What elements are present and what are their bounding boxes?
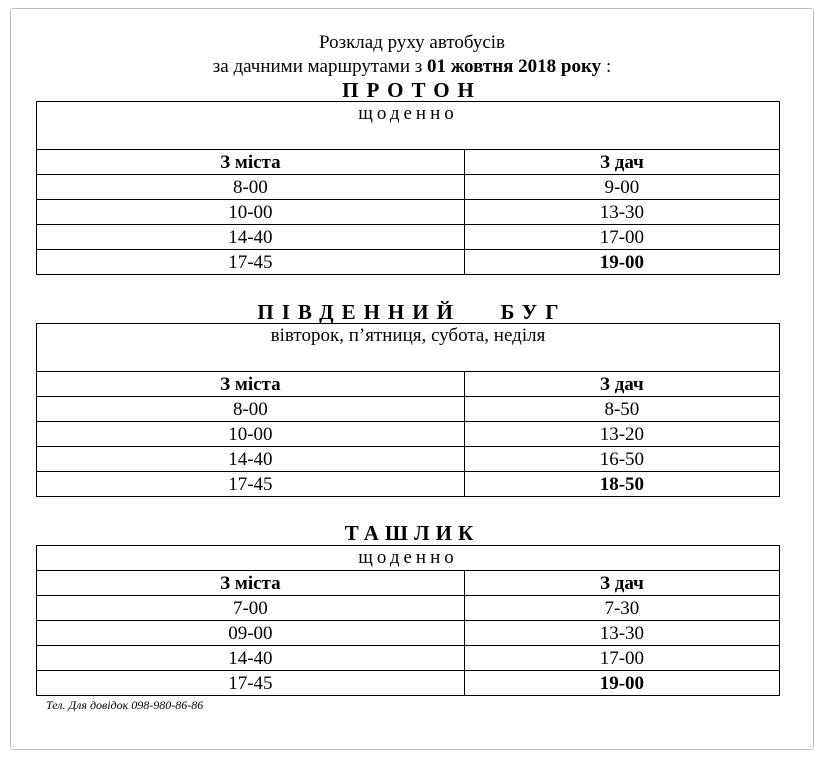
table-row [37,200,780,225]
departure-from-dachas: 18-50 [464,472,779,497]
table-row [37,397,780,422]
column-header-from-city: З міста [37,372,465,397]
table-row [37,250,780,275]
departure-from-dachas: 17-00 [464,225,779,250]
departure-from-dachas: 19-00 [464,250,779,275]
route-table-tashlyk [36,545,780,696]
table-header-row [37,571,780,596]
table-days-row [37,546,780,571]
schedule-subtitle [0,56,824,78]
route-days: щоденно [37,102,780,150]
route-name-pivdennyi-buh [0,301,824,323]
departure-from-dachas: 13-20 [464,422,779,447]
table-row [37,447,780,472]
departure-from-city: 8-00 [37,397,465,422]
departure-from-city: 10-00 [37,200,465,225]
route-days: щоденно [37,546,780,571]
route-table-proton [36,101,780,275]
route-name-text: ПІВДЕННИЙ БУГ [257,300,567,324]
departure-from-city: 14-40 [37,225,465,250]
column-header-from-city: З міста [37,150,465,175]
departure-from-dachas: 13-30 [464,200,779,225]
departure-from-city: 17-45 [37,472,465,497]
departure-from-city: 7-00 [37,596,465,621]
column-header-from-dachas: З дач [464,150,779,175]
subtitle-suffix: : [601,56,612,77]
route-name-proton: ПРОТОН [342,78,482,102]
departure-from-city: 14-40 [37,447,465,472]
departure-from-city: 09-00 [37,621,465,646]
route-table-pivdennyi-buh [36,323,780,497]
route-name-tashlyk: ТАШЛИК [344,521,480,545]
departure-from-dachas: 16-50 [464,447,779,472]
subtitle-prefix: за дачними маршрутами з [212,56,427,77]
table-days-row [37,324,780,372]
column-header-from-dachas: З дач [464,571,779,596]
column-header-from-city: З міста [37,571,465,596]
table-row [37,671,780,696]
title-line-1: Розклад руху автобусів [318,32,506,53]
table-row [37,621,780,646]
departure-from-dachas: 7-30 [464,596,779,621]
table-row [37,175,780,200]
table-header-row [37,150,780,175]
departure-from-city: 17-45 [37,671,465,696]
departure-from-dachas: 19-00 [464,671,779,696]
departure-from-dachas: 17-00 [464,646,779,671]
info-phone: Тел. Для довідок 098-980-86-86 [46,698,204,712]
schedule-title [0,32,824,54]
departure-from-city: 10-00 [37,422,465,447]
table-days-row [37,102,780,150]
table-row [37,596,780,621]
table-row [37,472,780,497]
column-header-from-dachas: З дач [464,372,779,397]
table-header-row [37,372,780,397]
departure-from-dachas: 9-00 [464,175,779,200]
departure-from-dachas: 13-30 [464,621,779,646]
departure-from-city: 14-40 [37,646,465,671]
departure-from-city: 17-45 [37,250,465,275]
table-row [37,422,780,447]
table-row [37,646,780,671]
departure-from-dachas: 8-50 [464,397,779,422]
table-row [37,225,780,250]
route-days: вівторок, п’ятниця, субота, неділя [37,324,780,372]
subtitle-date: 01 жовтня 2018 року [427,56,602,77]
departure-from-city: 8-00 [37,175,465,200]
